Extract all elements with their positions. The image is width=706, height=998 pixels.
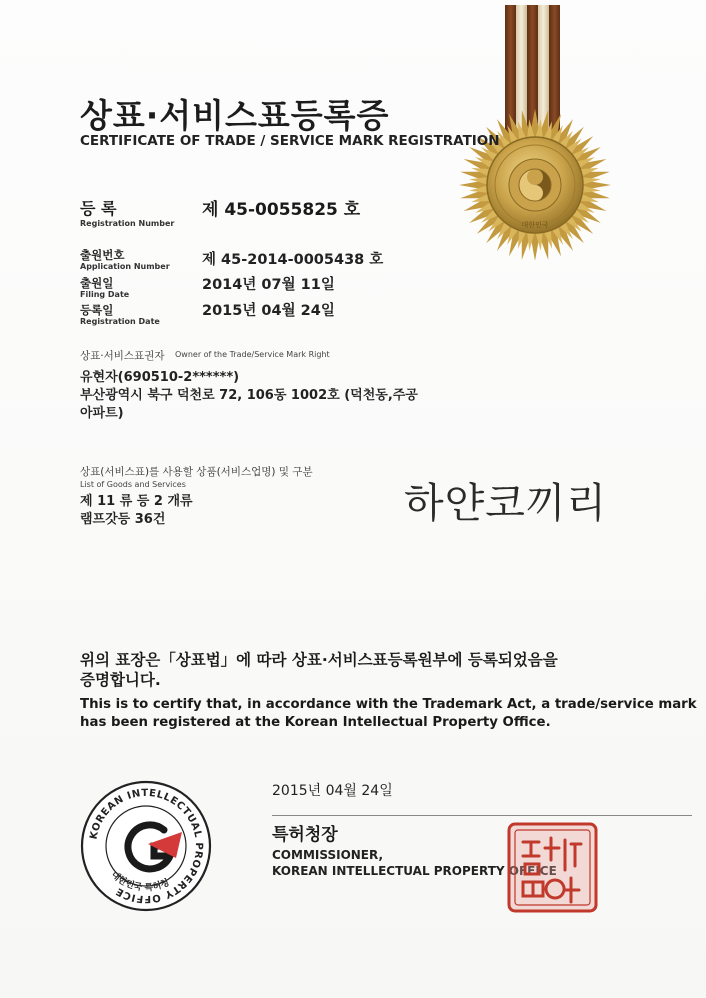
- kipo-seal-ring-text: KOREAN INTELLECTUAL PROPERTY OFFICE: [88, 787, 205, 905]
- red-stamp-text: 특허청장인: [549, 912, 555, 913]
- owner-label-en: Owner of the Trade/Service Mark Right: [175, 350, 330, 359]
- title-english: CERTIFICATE OF TRADE / SERVICE MARK REGISTRATION: [80, 133, 500, 149]
- filing-label: 출원일: [80, 276, 114, 290]
- kipo-seal: [78, 778, 214, 914]
- application-label: 출원번호: [80, 248, 125, 262]
- commissioner-english-line1: COMMISSIONER,: [272, 848, 384, 862]
- certification-english-line2: has been registered at the Korean Intellectual Property Office.: [80, 715, 551, 730]
- certification-korean-line1: 위의 표장은「상표법」에 따라 상표·서비스표등록원부에 등록되었음을: [80, 651, 558, 669]
- application-label-en: Application Number: [80, 262, 170, 271]
- application-number: 제 45-2014-0005438 호: [202, 252, 384, 268]
- owner-name: 유현자(690510-2******): [80, 370, 240, 385]
- gold-seal-text: 대한민국: [521, 221, 549, 229]
- goods-items: 램프갓등 36건: [80, 512, 166, 527]
- filing-label-en: Filing Date: [80, 290, 130, 299]
- signature-rule: [272, 815, 692, 816]
- owner-address-line1: 부산광역시 북구 덕천로 72, 106동 1002호 (덕천동,주공: [80, 388, 418, 403]
- commissioner-english-line2: KOREAN INTELLECTUAL PROPERTY OFFICE: [272, 864, 557, 878]
- title-korean: 상표·서비스표등록증: [80, 96, 390, 135]
- registration-number: 제 45-0055825 호: [202, 200, 361, 220]
- trademark-text: 하얀코끼리: [404, 479, 608, 527]
- kipo-seal-bottom-text: 대한민국 특허청: [108, 869, 171, 894]
- owner-address-line2: 아파트): [80, 406, 124, 421]
- registration-label-en: Registration Number: [80, 219, 175, 228]
- goods-label-en: List of Goods and Services: [80, 480, 186, 489]
- goods-label: 상표(서비스표)를 사용할 상품(서비스업명) 및 구분: [80, 466, 313, 478]
- commissioner-red-stamp: [505, 820, 600, 915]
- registration-date-label: 등록일: [80, 303, 114, 317]
- owner-label: 상표·서비스표권자: [80, 350, 165, 362]
- issue-date: 2015년 04월 24일: [272, 783, 393, 799]
- certification-english-line1: This is to certify that, in accordance with the Trademark Act, a trade/service mark: [80, 697, 697, 712]
- registration-date-label-en: Registration Date: [80, 317, 160, 326]
- filing-date: 2014년 07월 11일: [202, 277, 335, 293]
- commissioner-korean: 특허청장: [272, 825, 338, 845]
- certification-korean-line2: 증명합니다.: [80, 671, 161, 689]
- registration-date: 2015년 04월 24일: [202, 303, 335, 319]
- goods-class: 제 11 류 등 2 개류: [80, 494, 193, 509]
- registration-label: 등 록: [80, 199, 117, 218]
